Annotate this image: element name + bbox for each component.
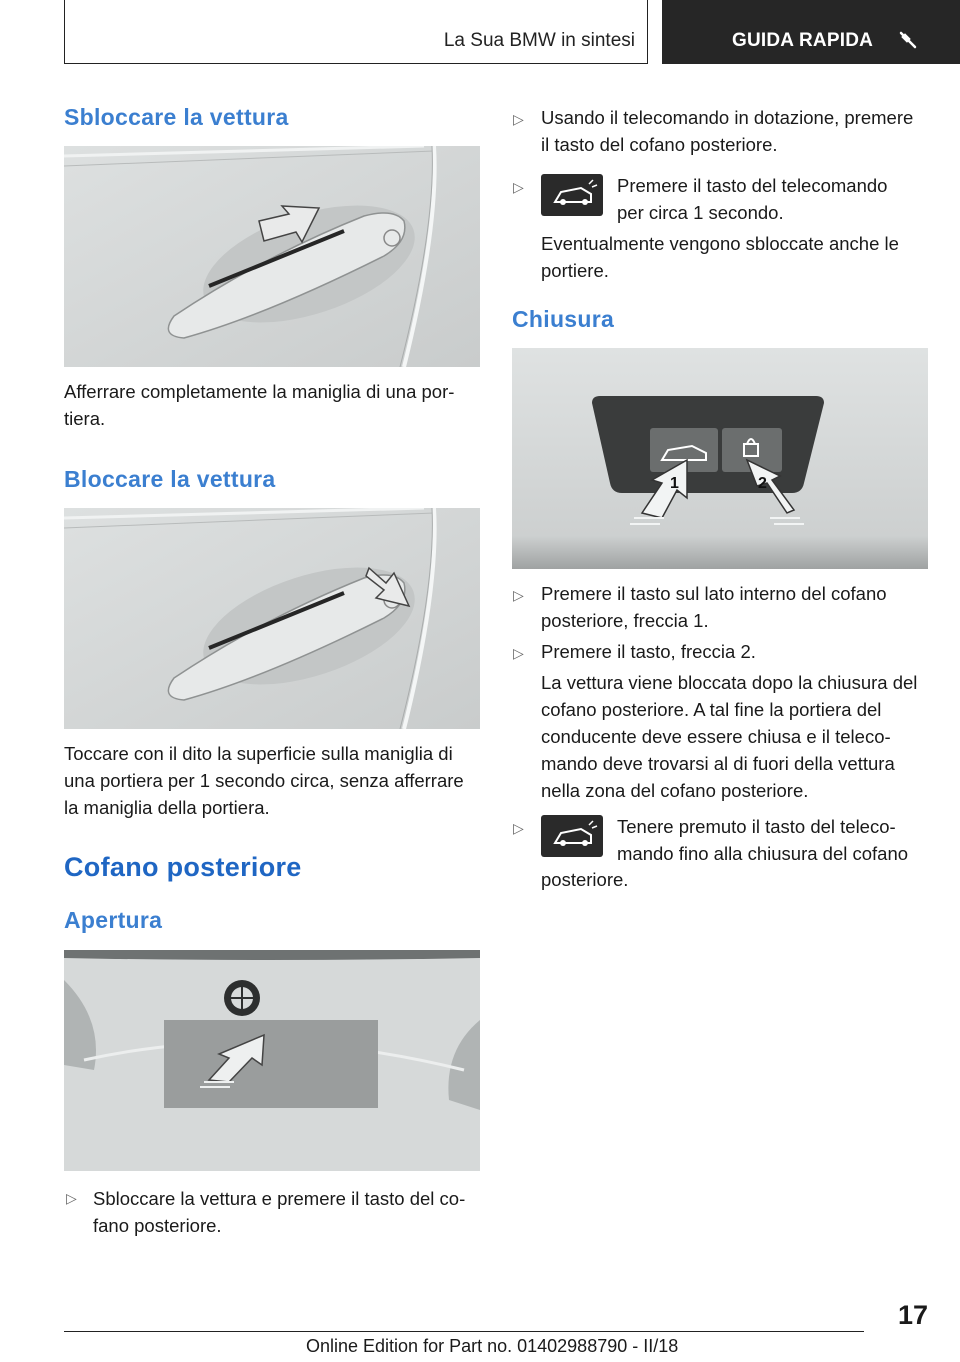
- close-remote-line-2: mando fino alla chiusura del cofano: [617, 843, 909, 864]
- door-handle-lock-image: [64, 508, 480, 729]
- opening-bullet-line-1: Sbloccare la vettura e premere il tasto del co-: [93, 1188, 466, 1209]
- close-note-line-3: conducente deve essere chiusa e il teleco-: [541, 726, 891, 747]
- close-remote-line-3: posteriore.: [541, 869, 629, 890]
- bullet-marker: ▷: [66, 1190, 77, 1206]
- unlock-text-line-1: Afferrare completamente la maniglia di una por-: [64, 381, 455, 402]
- footer-edition: Online Edition for Part no. 01402988790 - II/18: [306, 1336, 679, 1356]
- close-note-line-4: mando deve trovarsi al di fuori della vettura: [541, 753, 895, 774]
- lock-text-line-1: Toccare con il dito la superficie sulla maniglia di: [64, 743, 453, 764]
- tailgate-closing-buttons-image: [512, 348, 928, 569]
- tailgate-key-icon: [541, 815, 603, 857]
- arrow-label-2: 2: [758, 475, 767, 492]
- bullet-marker: ▷: [513, 587, 524, 603]
- close-bullet-1-line-1: Premere il tasto sul lato interno del cofano: [541, 583, 887, 604]
- bullet-marker: ▷: [513, 179, 524, 195]
- close-note-line-1: La vettura viene bloccata dopo la chiusura del: [541, 672, 918, 693]
- heading-unlock: Sbloccare la vettura: [64, 104, 289, 130]
- close-bullet-2: Premere il tasto, freccia 2.: [541, 641, 756, 662]
- open-remote-bullet-line-1: Usando il telecomando in dotazione, premere: [541, 107, 914, 128]
- tailgate-key-icon: [541, 174, 603, 216]
- header-section-title: La Sua BMW in sintesi: [443, 30, 635, 51]
- open-remote-press-line-2: per circa 1 secondo.: [617, 202, 784, 223]
- close-note-line-2: cofano posteriore. A tal fine la portiera del: [541, 699, 882, 720]
- hand-pointer-icon: [898, 30, 918, 50]
- arrow-label-1: 1: [670, 475, 679, 492]
- close-note-line-5: nella zona del cofano posteriore.: [541, 780, 809, 801]
- close-remote-line-1: Tenere premuto il tasto del teleco-: [617, 816, 896, 837]
- lock-text-line-3: la maniglia della portiera.: [64, 797, 270, 818]
- open-remote-press-line-1: Premere il tasto del telecomando: [617, 175, 888, 196]
- heading-tailgate: Cofano posteriore: [64, 852, 302, 882]
- close-bullet-1-line-2: posteriore, freccia 1.: [541, 610, 709, 631]
- footer-divider: [64, 1331, 864, 1332]
- header-chapter-title: GUIDA RAPIDA: [732, 30, 874, 51]
- opening-bullet-line-2: fano posteriore.: [93, 1215, 222, 1236]
- tailgate-opening-image: [64, 950, 480, 1171]
- lock-text-line-2: una portiera per 1 secondo circa, senza afferrare: [64, 770, 464, 791]
- open-remote-bullet-line-2: il tasto del cofano posteriore.: [541, 134, 778, 155]
- unlock-text-line-2: tiera.: [64, 408, 106, 429]
- bullet-marker: ▷: [513, 645, 524, 661]
- open-note-line-1: Eventualmente vengono sbloccate anche le: [541, 233, 899, 254]
- heading-opening: Apertura: [64, 907, 163, 933]
- header-chapter-box: [662, 0, 960, 64]
- bullet-marker: ▷: [513, 820, 524, 836]
- heading-closing: Chiusura: [512, 306, 615, 332]
- heading-lock: Bloccare la vettura: [64, 466, 276, 492]
- open-note-line-2: portiere.: [541, 260, 609, 281]
- door-handle-unlock-image: [64, 146, 480, 367]
- header-section-box: [64, 0, 648, 64]
- page-number: 17: [897, 1300, 928, 1330]
- bullet-marker: ▷: [513, 111, 524, 127]
